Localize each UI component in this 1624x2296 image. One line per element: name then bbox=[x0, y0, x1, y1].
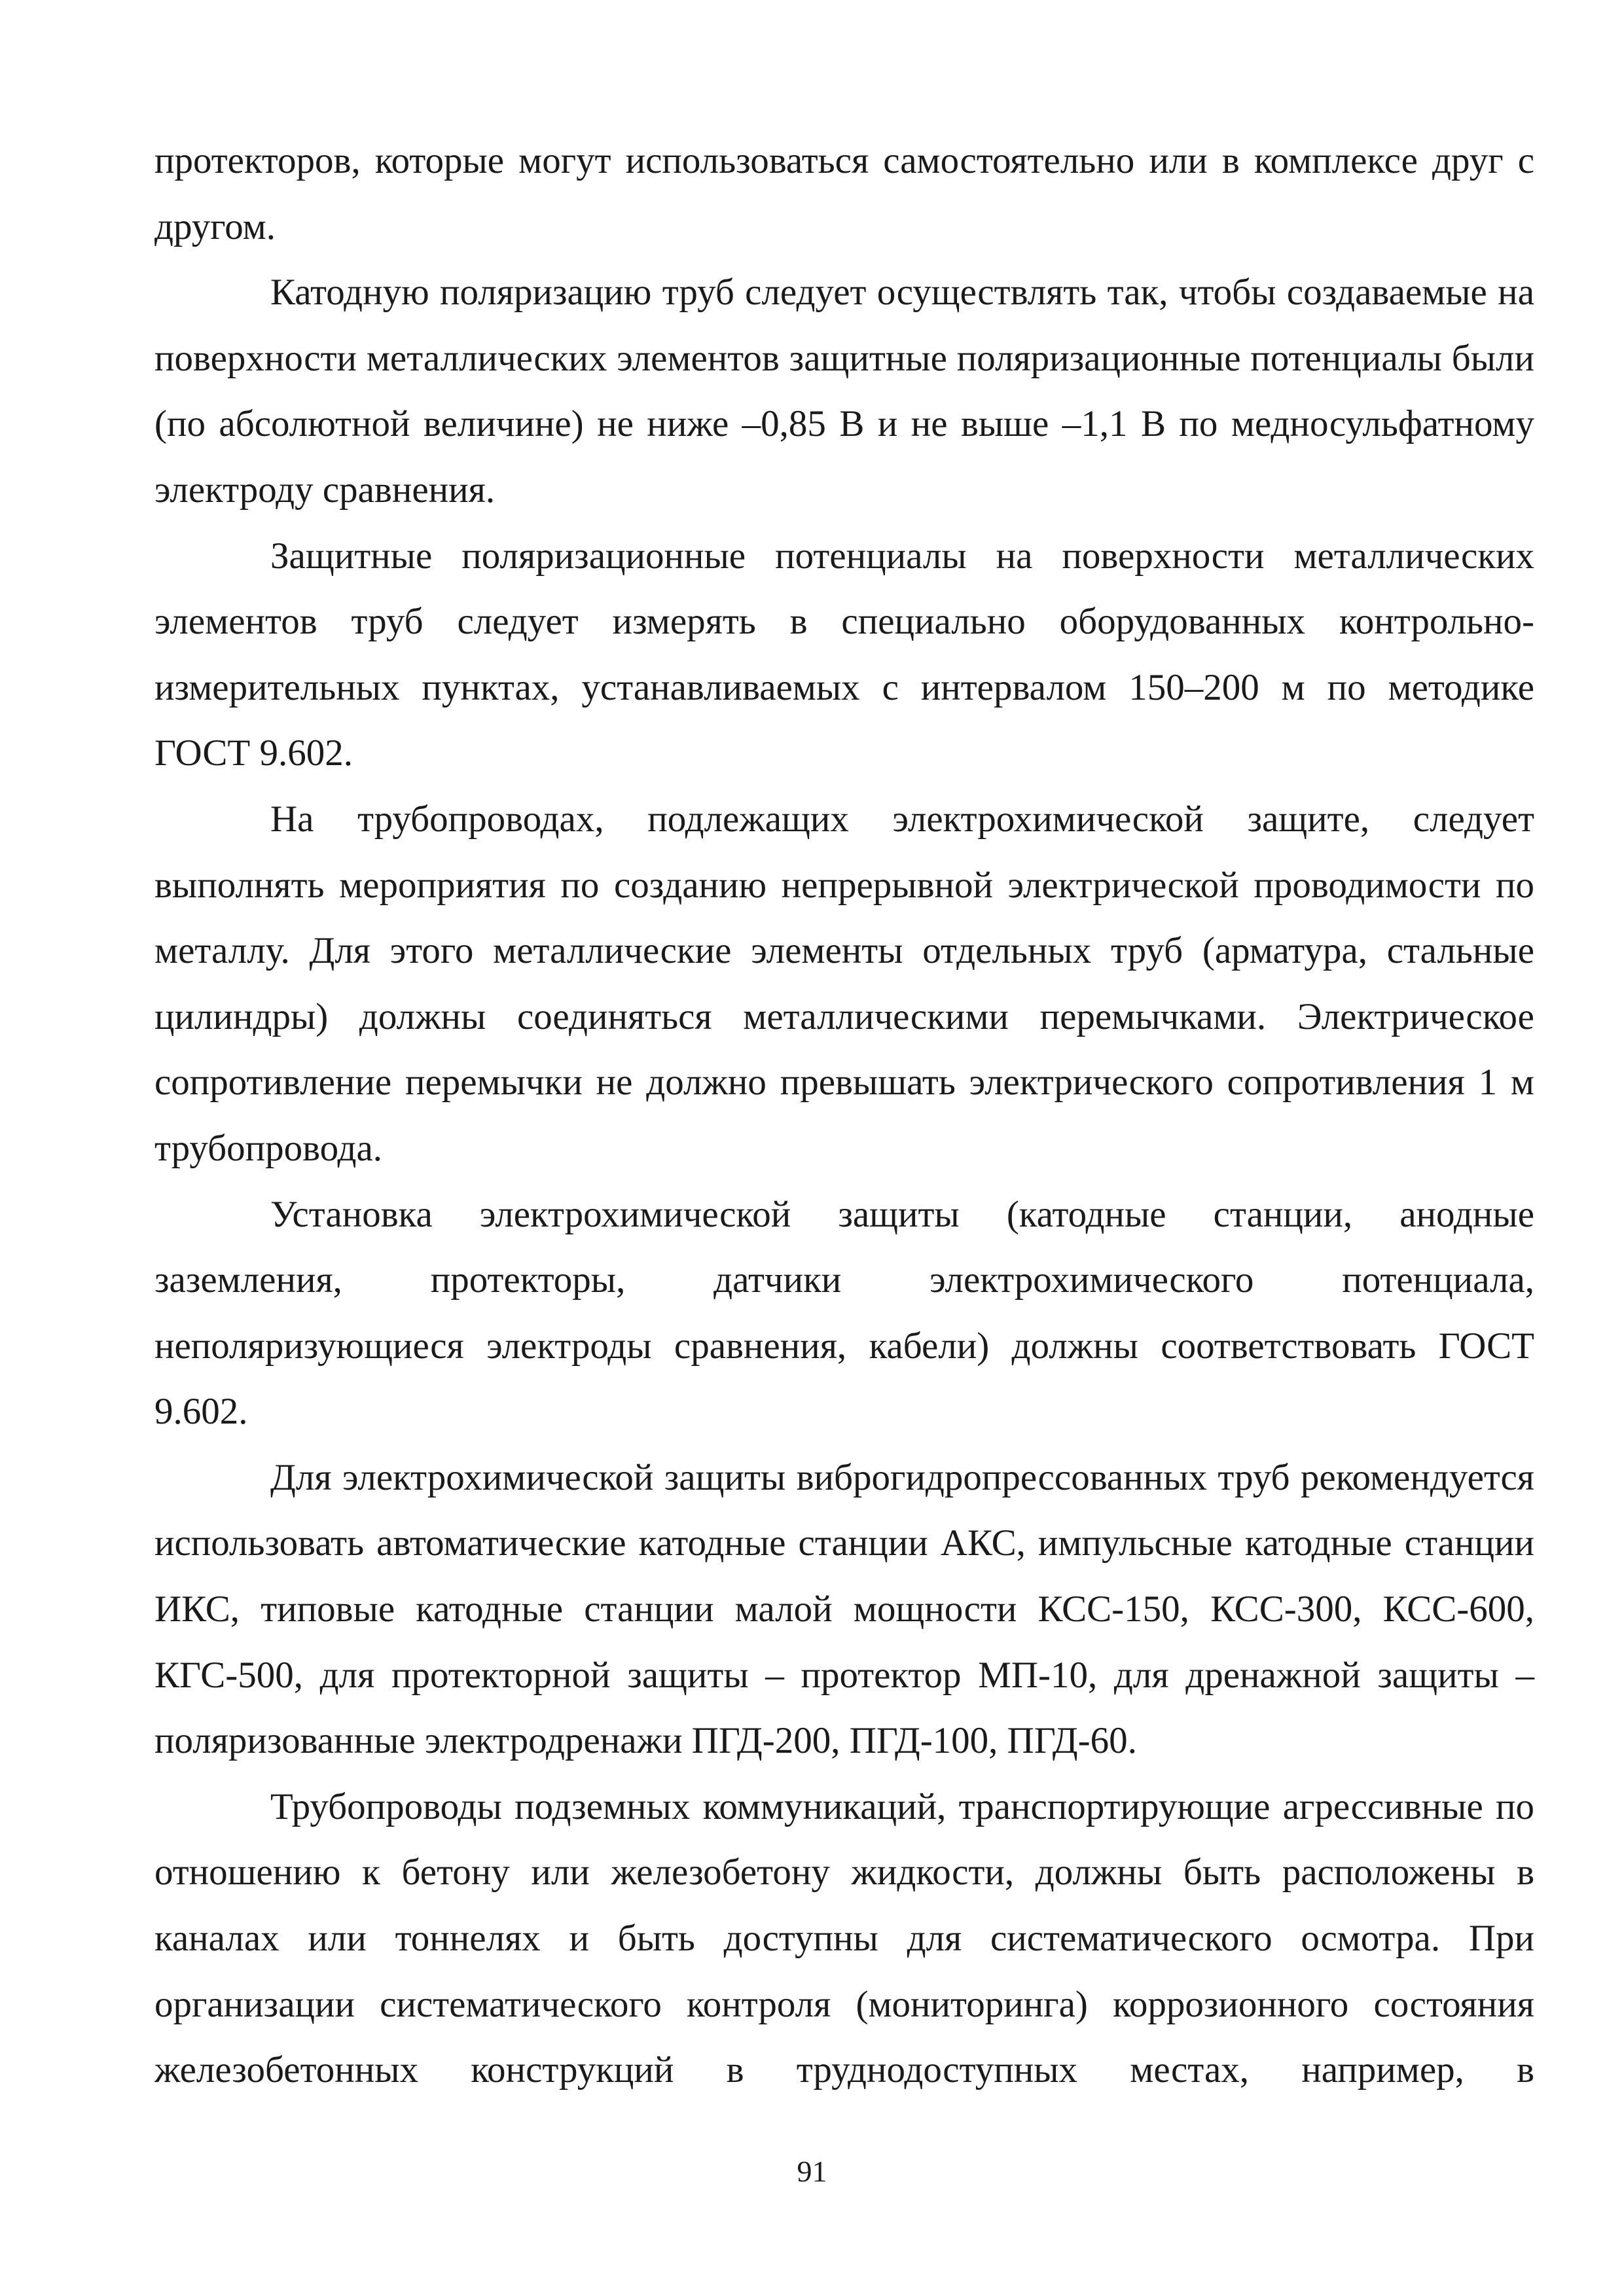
paragraph-recommended-stations: Для электрохимической защиты виброгидропрессованных труб рекомендуется использовать автоматические катодные станции АКС, импульсные катодные станции ИКС, типовые катодные станции малой мощности КСС-150, КСС-300, КСС-600, КГС-500, для протекторной защиты – протектор МП-10, для дренажной защиты –поляризованные электродренажи ПГД-200, ПГД-100, ПГД-60. bbox=[154, 1456, 1534, 1762]
paragraph-underground-pipelines: Трубопроводы подземных коммуникаций, транспортирующие агрессивные по отношению к бетону или железобетону жидкости, должны быть расположены в каналах или тоннелях и быть доступны для систематического осмотра. При организации систематического контроля (мониторинга) коррозионного состояния железобетонных конструкций в труднодоступных местах, например, в bbox=[154, 1785, 1534, 2091]
paragraph-protection-installation: Установка электрохимической защиты (катодные станции, анодные заземления, протекторы, датчики электрохимического потенциала, неполяризующиеся электроды сравнения, кабели) должны соответствовать ГОСТ 9.602. bbox=[154, 1193, 1534, 1433]
paragraph-electrical-continuity: На трубопроводах, подлежащих электрохимической защите, следует выполнять мероприятия по созданию непрерывной электрической проводимости по металлу. Для этого металлические элементы отдельных труб (арматура, стальные цилиндры) должны соединяться металлическими перемычками. Электрическое сопротивление перемычки не должно превышать электрического сопротивления 1 м трубопровода. bbox=[154, 798, 1534, 1169]
paragraph-potential-measurement: Защитные поляризационные потенциалы на поверхности металлических элементов труб следует измерять в специально оборудованных контрольно-измерительных пунктах, устанавливаемых с интервалом 150–200 м по методике ГОСТ 9.602. bbox=[154, 535, 1534, 774]
body-text bbox=[154, 128, 1534, 2104]
paragraph-continuation: протекторов, которые могут использоваться самостоятельно или в комплексе друг с другом. bbox=[154, 140, 1534, 247]
page-number: 91 bbox=[797, 2155, 827, 2188]
paragraph-cathodic-polarization: Катодную поляризацию труб следует осуществлять так, чтобы создаваемые на поверхности металлических элементов защитные поляризационные потенциалы были (по абсолютной величине) не ниже –0,85 В и не выше –1,1 В по медносульфатному электроду сравнения. bbox=[154, 272, 1534, 511]
